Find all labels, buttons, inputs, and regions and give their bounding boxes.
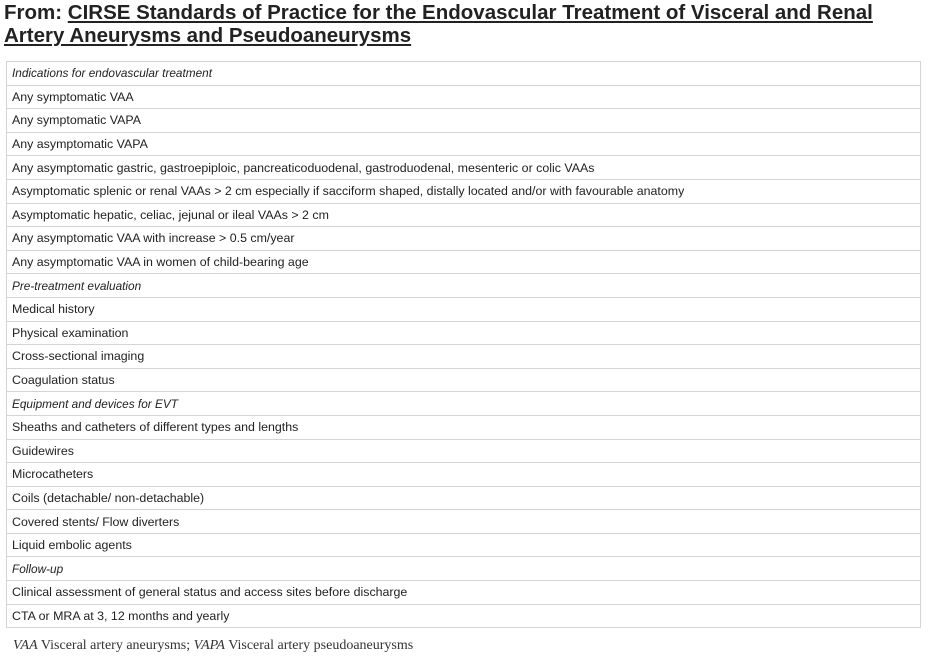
table-cell: Asymptomatic hepatic, celiac, jejunal or ileal VAAs > 2 cm [7, 203, 921, 227]
from-label: From: [4, 1, 63, 24]
section-header-row [7, 392, 921, 416]
table-cell: Any asymptomatic VAPA [7, 132, 921, 156]
table-row [7, 179, 921, 203]
table-row [7, 132, 921, 156]
table-cell: Microcatheters [7, 463, 921, 487]
section-header-row [7, 62, 921, 86]
table-row [7, 345, 921, 369]
section-header-row [7, 274, 921, 298]
table-cell: Coagulation status [7, 368, 921, 392]
table-row [7, 85, 921, 109]
table-row [7, 439, 921, 463]
section-header-cell: Pre-treatment evaluation [7, 274, 921, 298]
table-row [7, 533, 921, 557]
section-header-cell: Indications for endovascular treatment [7, 62, 921, 86]
table-row [7, 156, 921, 180]
table-cell: Covered stents/ Flow diverters [7, 510, 921, 534]
table-row [7, 463, 921, 487]
table-cell: Physical examination [7, 321, 921, 345]
table-row [7, 415, 921, 439]
table-cell: Liquid embolic agents [7, 533, 921, 557]
footnote-def-vapa: Visceral artery pseudoaneurysms [224, 638, 414, 653]
table-cell: Coils (detachable/ non-detachable) [7, 486, 921, 510]
table-row [7, 368, 921, 392]
section-header-cell: Follow-up [7, 557, 921, 581]
table-cell: Any symptomatic VAPA [7, 109, 921, 133]
table-cell: Any asymptomatic VAA with increase > 0.5 cm/year [7, 227, 921, 251]
table-cell: Any symptomatic VAA [7, 85, 921, 109]
table-cell: Guidewires [7, 439, 921, 463]
table-cell: Cross-sectional imaging [7, 345, 921, 369]
footnote-abbr-vapa: VAPA [193, 638, 225, 653]
table-row [7, 227, 921, 251]
table-row [7, 109, 921, 133]
data-table [6, 61, 921, 628]
footnote-abbr-vaa: VAA [13, 638, 38, 653]
table-row [7, 321, 921, 345]
table-cell: Clinical assessment of general status and access sites before discharge [7, 581, 921, 605]
table-cell: Medical history [7, 297, 921, 321]
table-row [7, 486, 921, 510]
table-row [7, 250, 921, 274]
table-row [7, 203, 921, 227]
page-title [4, 0, 909, 47]
footnote-def-vaa: Visceral artery aneurysms; [37, 638, 194, 653]
table-cell: Asymptomatic splenic or renal VAAs > 2 cm especially if sacciform shaped, distally located and/or with favourable anatomy [7, 179, 921, 203]
article-title-link[interactable]: CIRSE Standards of Practice for the Endovascular Treatment of Visceral and Renal Artery Aneurysms and Pseudoaneurysms [4, 1, 873, 47]
table-cell: Any asymptomatic VAA in women of child-bearing age [7, 250, 921, 274]
section-header-cell: Equipment and devices for EVT [7, 392, 921, 416]
table-row [7, 510, 921, 534]
table-body [7, 62, 921, 628]
table-row [7, 604, 921, 628]
table-row [7, 297, 921, 321]
table-cell: Any asymptomatic gastric, gastroepiploic, pancreaticoduodenal, gastroduodenal, mesenteric or colic VAAs [7, 156, 921, 180]
table-footnote [13, 638, 413, 654]
table-row [7, 581, 921, 605]
table-cell: Sheaths and catheters of different types and lengths [7, 415, 921, 439]
table-cell: CTA or MRA at 3, 12 months and yearly [7, 604, 921, 628]
section-header-row [7, 557, 921, 581]
